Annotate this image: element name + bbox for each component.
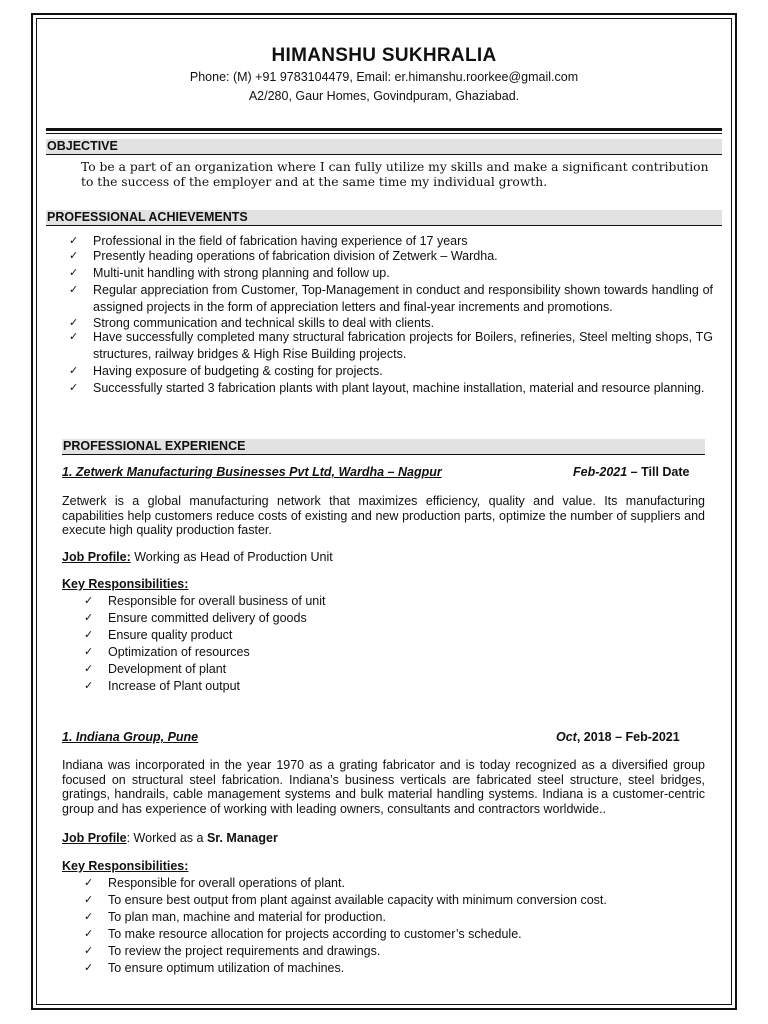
objective-heading: OBJECTIVE xyxy=(46,139,722,155)
list-item: ✓ Development of plant xyxy=(84,662,227,676)
check-icon: ✓ xyxy=(69,235,79,247)
check-icon: ✓ xyxy=(84,945,94,957)
job-profile-indiana: Job Profile: Worked as a Sr. Manager xyxy=(62,831,278,845)
check-icon: ✓ xyxy=(69,365,79,377)
list-item: ✓ To ensure optimum utilization of machines. xyxy=(84,961,345,975)
check-icon: ✓ xyxy=(84,680,94,692)
check-icon: ✓ xyxy=(69,267,79,279)
responsibilities-list-indiana xyxy=(84,875,718,977)
list-item: ✓ Professional in the field of fabrication having experience of 17 years xyxy=(69,234,468,248)
list-item: ✓ To review the project requirements and drawings. xyxy=(84,944,381,958)
experience-heading: PROFESSIONAL EXPERIENCE xyxy=(62,439,705,455)
list-item: ✓ Having exposure of budgeting & costing for projects. xyxy=(69,364,383,378)
list-item: ✓ Successfully started 3 fabrication plants with plant layout, machine installation, material and resource planning. xyxy=(69,381,705,395)
responsibilities-label-zetwerk: Key Responsibilities: xyxy=(62,577,189,591)
check-icon: ✓ xyxy=(84,894,94,906)
address-line: A2/280, Gaur Homes, Govindpuram, Ghaziabad. xyxy=(248,89,520,103)
check-icon: ✓ xyxy=(84,629,94,641)
list-item: ✓ Strong communication and technical skills to deal with clients. xyxy=(69,316,435,330)
list-item: ✓ Presently heading operations of fabrication division of Zetwerk – Wardha. xyxy=(69,249,498,263)
job-title-indiana: 1. Indiana Group, Pune xyxy=(62,730,199,744)
check-icon: ✓ xyxy=(69,284,79,296)
objective-text: To be a part of an organization where I can fully utilize my skills and make a significant contribution to the success of the employer and at the same time my individual growth. xyxy=(81,160,709,189)
job-profile-zetwerk: Job Profile: Working as Head of Production Unit xyxy=(62,550,333,564)
achievements-list xyxy=(69,233,713,397)
achievements-heading: PROFESSIONAL ACHIEVEMENTS xyxy=(46,210,722,226)
check-icon: ✓ xyxy=(84,928,94,940)
check-icon: ✓ xyxy=(84,612,94,624)
contact-line: Phone: (M) +91 9783104479, Email: er.himanshu.roorkee@gmail.com xyxy=(189,70,579,84)
list-item: ✓ Increase of Plant output xyxy=(84,679,241,693)
list-item: ✓ Regular appreciation from Customer, Top-Management in conduct and responsibility shown towards handling of assigned projects in the form of appreciation letters and final-year increments and promotions. xyxy=(69,283,713,314)
check-icon: ✓ xyxy=(84,962,94,974)
responsibilities-label-indiana: Key Responsibilities: xyxy=(62,859,189,873)
list-item: ✓ To plan man, machine and material for production. xyxy=(84,910,386,924)
header-divider-thin xyxy=(46,133,722,134)
job-date-zetwerk: Feb-2021 – Till Date xyxy=(573,465,690,479)
check-icon: ✓ xyxy=(69,382,79,394)
check-icon: ✓ xyxy=(69,331,79,343)
candidate-name: HIMANSHU SUKHRALIA xyxy=(271,45,497,66)
list-item: ✓ Ensure quality product xyxy=(84,628,233,642)
job-title-zetwerk: 1. Zetwerk Manufacturing Businesses Pvt Ltd, Wardha – Nagpur xyxy=(62,465,442,479)
job-date-indiana: Oct, 2018 – Feb-2021 xyxy=(556,730,680,744)
responsibilities-list-zetwerk xyxy=(84,593,708,695)
list-item: ✓ Optimization of resources xyxy=(84,645,250,659)
list-item: ✓ Responsible for overall operations of plant. xyxy=(84,876,345,890)
list-item: ✓ Multi-unit handling with strong planning and follow up. xyxy=(69,266,390,280)
check-icon: ✓ xyxy=(69,317,79,329)
header-divider-thick xyxy=(46,128,722,131)
list-item: ✓ To ensure best output from plant against available capacity with minimum conversion cost. xyxy=(84,893,607,907)
check-icon: ✓ xyxy=(69,250,79,262)
check-icon: ✓ xyxy=(84,911,94,923)
list-item: ✓ Have successfully completed many structural fabrication projects for Boilers, refineries, Steel melting shops, TG structures, railway bridges & High Rise Building projects. xyxy=(69,330,713,361)
list-item: ✓ Ensure committed delivery of goods xyxy=(84,611,307,625)
list-item: ✓ Responsible for overall business of unit xyxy=(84,594,326,608)
company-description-zetwerk: Zetwerk is a global manufacturing network that maximizes efficiency, quality and value. Its manufacturing capabilities help customers reduce costs of existing and new production parts, optimize the number of suppliers and execute high quality production faster. xyxy=(62,494,705,537)
company-description-indiana: Indiana was incorporated in the year 1970 as a grating fabricator and is today recognized as a diversified group focused on structural steel fabrication. Indiana’s business verticals are fabricated steel structure, steel bridges, gratings, handrails, cable management systems and bulk material handling systems. Indiana is a customer-centric group and has experience of working with leading owners, consultants and contractors worldwide.. xyxy=(62,758,705,816)
list-item: ✓ To make resource allocation for projects according to customer’s schedule. xyxy=(84,927,522,941)
check-icon: ✓ xyxy=(84,595,94,607)
check-icon: ✓ xyxy=(84,646,94,658)
check-icon: ✓ xyxy=(84,663,94,675)
check-icon: ✓ xyxy=(84,877,94,889)
